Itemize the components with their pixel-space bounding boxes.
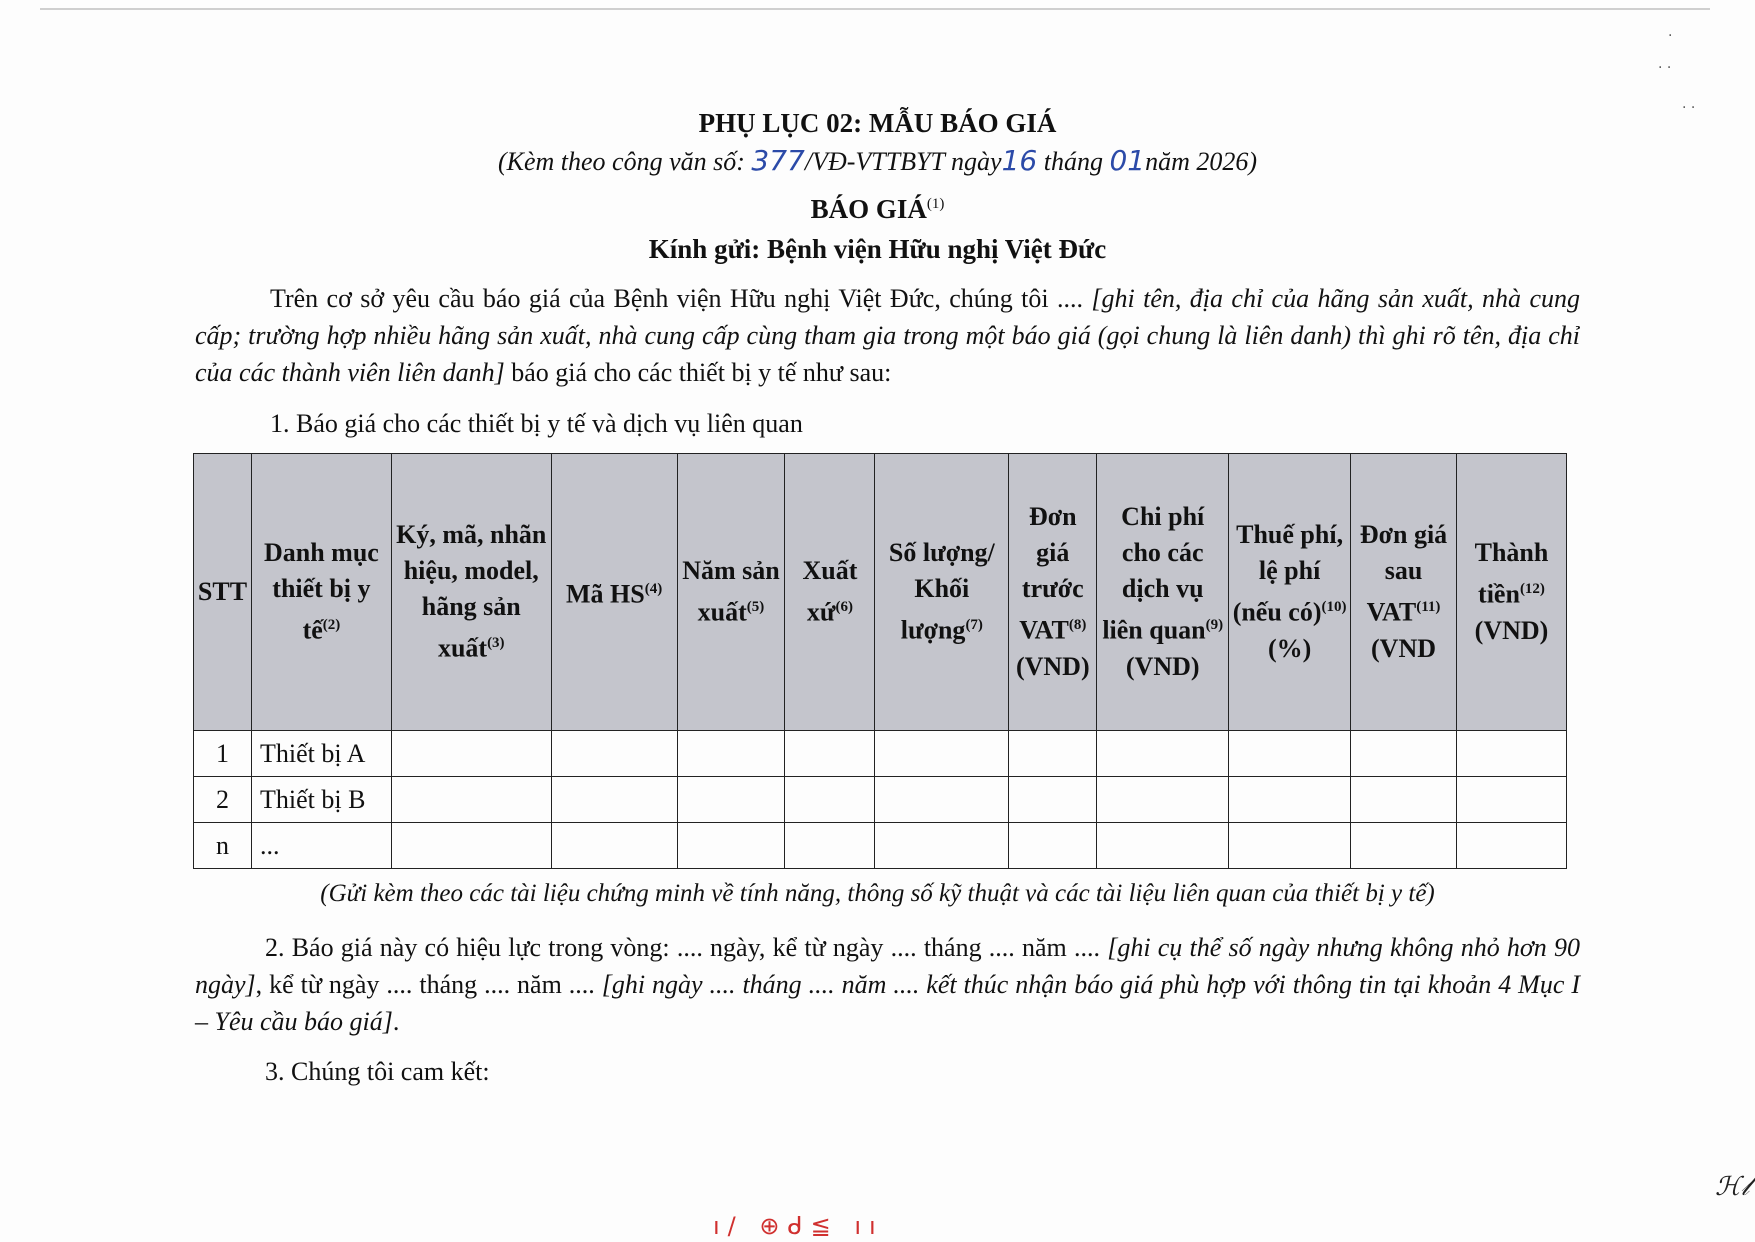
page-title: PHỤ LỤC 02: MẪU BÁO GIÁ xyxy=(698,108,1057,138)
intro-text-a: Trên cơ sở yêu cầu báo giá của Bệnh viện Hữu nghị Việt Đức, chúng tôi .... xyxy=(270,284,1092,313)
attachment-note: (Gửi kèm theo các tài liệu chứng minh về tính năng, thông số kỹ thuật và các tài liệu liên quan của thiết bị y tế) xyxy=(320,880,1435,907)
header-label: Đơn giá trước VAT xyxy=(1019,502,1084,645)
empty-cell xyxy=(1351,823,1457,869)
header-label: Thuế phí, lệ phí (nếu có) xyxy=(1232,520,1344,627)
scan-edge xyxy=(40,8,1710,10)
table-header-cell xyxy=(677,454,785,731)
validity-text-a: 2. Báo giá này có hiệu lực trong vòng: .... ngày, kể từ ngày .... tháng .... năm .... xyxy=(265,933,1108,962)
scan-speck: · · xyxy=(1682,100,1696,116)
empty-cell xyxy=(551,731,677,777)
empty-cell xyxy=(677,777,785,823)
row-number-cell: 1 xyxy=(194,731,252,777)
scan-speck: · xyxy=(1668,28,1673,44)
table-header-cell xyxy=(1456,454,1566,731)
header-footnote-marker: (2) xyxy=(322,617,341,634)
empty-cell xyxy=(875,823,1009,869)
empty-cell xyxy=(1229,823,1351,869)
quotation-table xyxy=(193,453,1567,869)
heading-text: BÁO GIÁ xyxy=(810,194,927,224)
header-label: Danh mục thiết bị y tế xyxy=(263,538,379,645)
validity-text-c: . xyxy=(392,1007,400,1036)
table-header-cell xyxy=(1097,454,1229,731)
empty-cell xyxy=(1456,823,1566,869)
table-header-cell xyxy=(1009,454,1097,731)
empty-cell xyxy=(1229,731,1351,777)
table-row xyxy=(194,823,1567,869)
handwritten-day: 16 xyxy=(1001,144,1038,177)
handwritten-month: 01 xyxy=(1109,144,1146,177)
empty-cell xyxy=(391,777,551,823)
header-footnote-marker: (7) xyxy=(965,617,983,634)
header-label: Năm sản xuất xyxy=(682,556,780,627)
empty-cell xyxy=(551,823,677,869)
empty-cell xyxy=(551,777,677,823)
table-header-cell xyxy=(785,454,875,731)
subtitle-mid-2: tháng xyxy=(1037,147,1110,176)
header-unit: (%) xyxy=(1267,633,1312,663)
empty-cell xyxy=(677,731,785,777)
device-name-cell: ... xyxy=(251,823,391,869)
row-number-cell: 2 xyxy=(194,777,252,823)
intro-paragraph xyxy=(195,280,1580,391)
table-header-cell xyxy=(875,454,1009,731)
empty-cell xyxy=(1009,777,1097,823)
empty-cell xyxy=(1097,777,1229,823)
scan-speck: · · xyxy=(1658,60,1672,76)
header-label: Chi phí cho các dịch vụ liên quan xyxy=(1102,502,1206,645)
empty-cell xyxy=(1097,823,1229,869)
intro-instruction: [ghi tên, địa chỉ của hãng sản xuất, nhà cung cấp; trường hợp nhiều hãng sản xuất, nhà cung cấp cùng tham gia trong một báo giá (gọi chung là liên danh) thì ghi rõ tên, địa chỉ của các thành viên liên danh] xyxy=(195,284,1580,387)
empty-cell xyxy=(1097,731,1229,777)
table-row xyxy=(194,731,1567,777)
header-footnote-marker: (8) xyxy=(1068,617,1087,634)
empty-cell xyxy=(391,823,551,869)
table-header-cell xyxy=(1351,454,1457,731)
subtitle-suffix: năm 2026) xyxy=(1145,147,1258,176)
header-label: Số lượng/ Khối lượng xyxy=(888,538,995,645)
header-label: STT xyxy=(197,577,248,606)
page-subtitle xyxy=(0,144,1755,177)
empty-cell xyxy=(1351,777,1457,823)
validity-text-b: , kể từ ngày .... tháng .... năm .... xyxy=(255,970,602,999)
empty-cell xyxy=(1351,731,1457,777)
header-footnote-marker: (6) xyxy=(835,599,853,616)
validity-instruction-b: [ghi ngày .... tháng .... năm .... kết thúc nhận báo giá phù hợp với thông tin tại khoản 4 Mục I – Yêu cầu báo giá] xyxy=(195,970,1580,1036)
table-header-cell xyxy=(194,454,252,731)
empty-cell xyxy=(785,731,875,777)
table-header-cell xyxy=(391,454,551,731)
header-footnote-marker: (5) xyxy=(746,599,765,616)
empty-cell xyxy=(875,777,1009,823)
empty-cell xyxy=(1009,823,1097,869)
section-3-commitment: 3. Chúng tôi cam kết: xyxy=(265,1057,490,1086)
header-unit: (VND) xyxy=(1474,615,1549,645)
empty-cell xyxy=(677,823,785,869)
empty-cell xyxy=(785,823,875,869)
header-label: Thành tiền xyxy=(1474,538,1549,609)
heading-footnote-marker: (1) xyxy=(926,196,945,212)
salutation: Kính gửi: Bệnh viện Hữu nghị Việt Đức xyxy=(648,234,1107,264)
empty-cell xyxy=(1229,777,1351,823)
section-2-validity xyxy=(195,929,1580,1040)
empty-cell xyxy=(875,731,1009,777)
red-stamp-fragment: ı/ ⊕ᑯ≦ ıı xyxy=(713,1212,884,1240)
header-footnote-marker: (4) xyxy=(644,581,663,598)
empty-cell xyxy=(1456,731,1566,777)
intro-text-b: báo giá cho các thiết bị y tế như sau: xyxy=(504,358,892,387)
header-footnote-marker: (12) xyxy=(1519,581,1545,598)
row-number-cell: n xyxy=(194,823,252,869)
header-unit: (VND xyxy=(1371,633,1437,663)
header-footnote-marker: (3) xyxy=(487,635,505,652)
validity-instruction-a: [ghi cụ thể số ngày nhưng không nhỏ hơn 90 ngày] xyxy=(195,933,1580,999)
section-1-title: 1. Báo giá cho các thiết bị y tế và dịch vụ liên quan xyxy=(270,409,803,438)
table-header-cell xyxy=(251,454,391,731)
handwritten-doc-number: 377 xyxy=(751,144,805,177)
table-row xyxy=(194,777,1567,823)
header-unit: (VND) xyxy=(1015,651,1090,681)
subtitle-mid-1: /VĐ-VTTBYT ngày xyxy=(804,147,1002,176)
header-label: Ký, mã, nhãn hiệu, model, hãng sản xuất xyxy=(396,520,547,663)
table-header-cell xyxy=(1229,454,1351,731)
table-header-cell xyxy=(551,454,677,731)
empty-cell xyxy=(391,731,551,777)
header-label: Mã HS xyxy=(565,579,645,609)
document-heading xyxy=(0,194,1755,225)
empty-cell xyxy=(1009,731,1097,777)
table-header-row xyxy=(194,454,1567,731)
empty-cell xyxy=(1456,777,1566,823)
handwritten-initials: ℋ𝓁 xyxy=(1715,1172,1750,1202)
header-footnote-marker: (10) xyxy=(1321,599,1347,616)
header-label: Đơn giá sau VAT xyxy=(1359,520,1448,627)
header-unit: (VND) xyxy=(1125,651,1200,681)
device-name-cell: Thiết bị A xyxy=(251,731,391,777)
header-footnote-marker: (11) xyxy=(1416,599,1441,616)
header-footnote-marker: (9) xyxy=(1205,617,1224,634)
header-label: Xuất xứ xyxy=(802,556,858,627)
empty-cell xyxy=(785,777,875,823)
device-name-cell: Thiết bị B xyxy=(251,777,391,823)
subtitle-prefix: (Kèm theo công văn số: xyxy=(497,147,752,176)
